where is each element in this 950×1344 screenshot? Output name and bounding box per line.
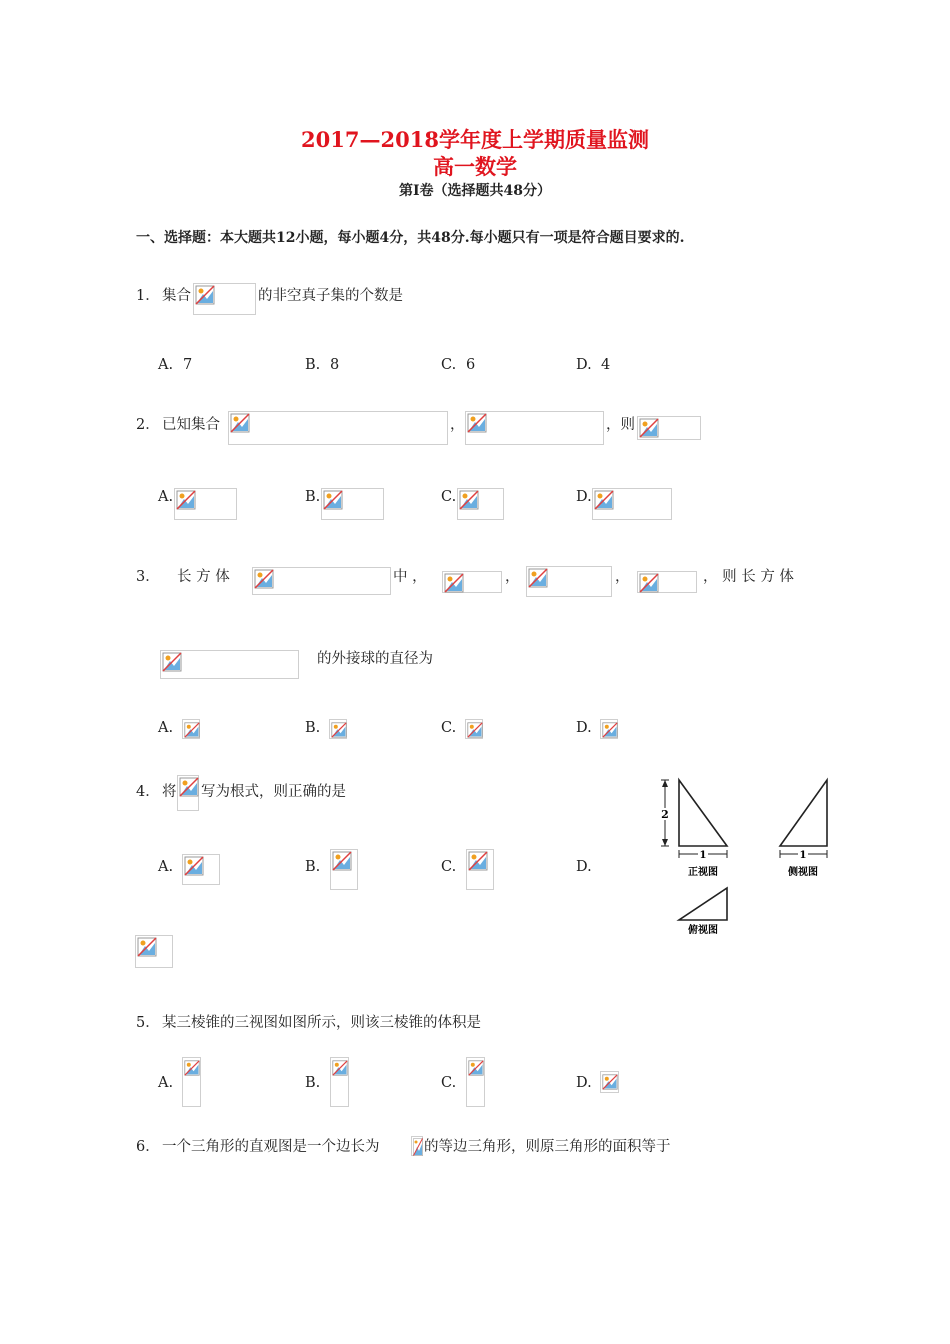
q4-option-b-label: B. [305, 859, 321, 875]
q3-text-before: 长 方 体 [177, 569, 230, 585]
q2-sep2: ，则 [606, 417, 635, 433]
q5-option-b-image-icon [330, 1057, 349, 1107]
q1-option-a-label: A. [158, 357, 174, 373]
q4-option-c-image-icon [466, 849, 494, 890]
q3-edge3-image-icon [637, 571, 697, 593]
q3-text-line2: 的外接球的直径为 [317, 651, 433, 667]
q2-question-image-icon [637, 416, 701, 440]
q2-option-b-label: B. [305, 489, 321, 505]
q5-option-a-label: A. [158, 1075, 174, 1091]
q5-option-b-label: B. [305, 1075, 321, 1091]
q5-option-d-image-icon [600, 1071, 619, 1093]
subject-title: 高一数学 [433, 154, 517, 179]
q2-sep1: ， [450, 417, 465, 433]
q6-text-after: 的等边三角形，则原三角形的面积等于 [424, 1139, 671, 1155]
three-view-figure [655, 775, 835, 940]
top-view-triangle [679, 888, 727, 920]
q4-option-a-label: A. [158, 859, 174, 875]
part-title: 第Ⅰ卷（选择题共48分） [398, 183, 552, 199]
q2-text-before: 已知集合 [162, 417, 220, 433]
q2-option-d-label: D. [576, 489, 592, 505]
q3-option-c-image-icon [465, 719, 483, 739]
q6-side-length-image-icon [411, 1136, 423, 1156]
side-view-label: 侧视图 [788, 867, 818, 878]
q4-option-c-label: C. [441, 859, 457, 875]
exam-title: 2017—2018学年度上学期质量监测 [301, 127, 649, 152]
q2-option-d-image-icon [592, 488, 672, 520]
q5-option-c-label: C. [441, 1075, 457, 1091]
q3-option-b-label: B. [305, 720, 321, 736]
q4-text-before: 将 [162, 784, 177, 800]
q4-expression-image-icon [177, 775, 199, 811]
q5-option-a-image-icon [182, 1057, 201, 1107]
q2-set-a-image-icon [228, 411, 448, 445]
front-width-label: 1 [699, 850, 707, 861]
q4-number: 4． [136, 784, 160, 800]
q3-sep1: ， [505, 569, 520, 585]
q5-text: 某三棱锥的三视图如图所示，则该三棱锥的体积是 [162, 1015, 481, 1031]
q4-option-d-image-icon [135, 935, 173, 968]
q1-text-before: 集合 [162, 288, 191, 304]
side-width-label: 1 [799, 850, 807, 861]
q4-text-after: 写为根式，则正确的是 [201, 784, 346, 800]
q5-option-c-image-icon [466, 1057, 485, 1107]
q3-mid: 中 ， [393, 569, 427, 585]
q2-option-c-label: C. [441, 489, 457, 505]
q3-edge1-image-icon [442, 571, 502, 593]
q3-edge2-image-icon [526, 566, 612, 597]
q1-option-d-label: D. [576, 357, 592, 373]
q2-set-b-image-icon [465, 411, 604, 445]
q1-option-c-label: C. [441, 357, 457, 373]
top-view-label: 俯视图 [688, 925, 718, 936]
q6-number: 6． [136, 1139, 160, 1155]
q3-option-d-image-icon [600, 719, 618, 739]
q1-option-c-value: 6 [466, 357, 476, 373]
front-view-label: 正视图 [688, 867, 718, 878]
q3-option-a-label: A. [158, 720, 174, 736]
q4-option-a-image-icon [182, 854, 220, 885]
q2-option-a-image-icon [174, 488, 237, 520]
q1-text-after: 的非空真子集的个数是 [258, 288, 403, 304]
q1-formula-image-icon [193, 283, 256, 315]
q4-option-b-image-icon [330, 849, 358, 890]
q6-text-before: 一个三角形的直观图是一个边长为 [162, 1139, 380, 1155]
q2-option-b-image-icon [321, 488, 384, 520]
q3-option-c-label: C. [441, 720, 457, 736]
q2-option-c-image-icon [457, 488, 504, 520]
q2-number: 2． [136, 417, 160, 433]
q5-number: 5． [136, 1015, 160, 1031]
q3-solid-name2-image-icon [160, 650, 299, 679]
q3-option-d-label: D. [576, 720, 592, 736]
q5-option-d-label: D. [576, 1075, 592, 1091]
q1-option-b-label: B. [305, 357, 321, 373]
q2-option-a-label: A. [158, 489, 174, 505]
q1-option-d-value: 4 [601, 357, 611, 373]
q3-number: 3． [136, 569, 160, 585]
height-label: 2 [661, 808, 669, 821]
q3-sep2: ， [615, 569, 630, 585]
q3-text-end: ， 则 长 方 体 [703, 569, 794, 585]
q4-option-d-label: D. [576, 859, 592, 875]
q3-solid-name-image-icon [252, 567, 391, 595]
q1-option-a-value: 7 [183, 357, 193, 373]
q3-option-b-image-icon [329, 719, 347, 739]
section-heading: 一、选择题：本大题共12小题，每小题4分，共48分.每小题只有一项是符合题目要求的. [136, 230, 685, 246]
q1-option-b-value: 8 [330, 357, 340, 373]
q3-option-a-image-icon [182, 719, 200, 739]
side-view-triangle [780, 780, 827, 846]
q1-number: 1． [136, 288, 160, 304]
front-view-triangle [679, 780, 727, 846]
